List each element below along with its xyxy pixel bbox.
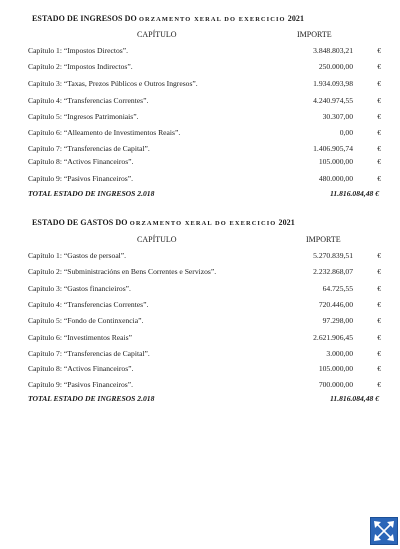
- row-currency: €: [377, 144, 381, 153]
- row-amount: 1.934.093,98: [313, 79, 353, 88]
- row-label: Capítulo 9: “Pasivos Financeiros”.: [28, 174, 134, 183]
- row-label: Capítulo 3: “Gastos financieiros”.: [28, 284, 131, 293]
- expand-button[interactable]: [370, 517, 398, 545]
- gastos-title-sc: ORZAMENTO XERAL DO EXERCICIO: [129, 220, 277, 227]
- ingresos-title-sc: ORZAMENTO XERAL DO EXERCICIO: [138, 16, 286, 23]
- ingresos-total-label: TOTAL ESTADO DE INGRESOS 2.018: [28, 189, 155, 198]
- table-row: [28, 379, 383, 390]
- gastos-title-year: 2021: [278, 218, 295, 227]
- row-amount: 700.000,00: [318, 380, 353, 389]
- row-currency: €: [377, 349, 381, 358]
- ingresos-total-row: [28, 188, 383, 199]
- row-amount: 480.000,00: [318, 174, 353, 183]
- row-label: Capítulo 9: “Pasivos Financeiros”.: [28, 380, 134, 389]
- row-label: Capítulo 1: “Impostos Directos”.: [28, 46, 128, 55]
- table-row: [28, 250, 383, 261]
- table-row: [28, 363, 383, 374]
- row-amount: 97.298,00: [322, 316, 353, 325]
- ingresos-title-prefix: ESTADO DE INGRESOS DO: [32, 14, 137, 23]
- row-currency: €: [377, 62, 381, 71]
- table-row: [28, 61, 383, 72]
- gastos-title: [32, 218, 295, 227]
- row-amount: 2.621.906,45: [313, 333, 353, 342]
- table-row: [28, 332, 383, 343]
- ingresos-title-year: 2021: [287, 14, 305, 23]
- row-currency: €: [377, 380, 381, 389]
- row-label: Capítulo 8: “Activos Financeiros”.: [28, 364, 134, 373]
- row-label: Capítulo 4: “Transferencias Correntes”.: [28, 300, 149, 309]
- row-label: Capítulo 8: “Activos Financeiros”.: [28, 157, 134, 166]
- row-currency: €: [377, 112, 381, 121]
- row-amount: 30.307,00: [322, 112, 353, 121]
- row-currency: €: [377, 96, 381, 105]
- row-amount: 64.725,55: [322, 284, 353, 293]
- row-label: Capítulo 7: “Transferencias de Capital”.: [28, 349, 150, 358]
- row-label: Capítulo 7: “Transferencias de Capital”.: [28, 144, 150, 153]
- ingresos-title: [32, 14, 304, 23]
- row-currency: €: [377, 79, 381, 88]
- ingresos-col-amount: IMPORTE: [297, 30, 332, 39]
- table-row: [28, 315, 383, 326]
- row-label: Capítulo 2: “Subministracións en Bens Correntes e Servizos”.: [28, 267, 217, 276]
- row-amount: 0,00: [339, 128, 353, 137]
- row-currency: €: [377, 174, 381, 183]
- row-amount: 2.232.868,07: [313, 267, 353, 276]
- table-row: [28, 111, 383, 122]
- row-label: Capítulo 2: “Impostos Indirectos”.: [28, 62, 133, 71]
- table-row: [28, 127, 383, 138]
- ingresos-col-chapter: CAPÍTULO: [137, 30, 177, 39]
- row-amount: 3.000,00: [326, 349, 353, 358]
- row-amount: 105.000,00: [318, 157, 353, 166]
- table-row: [28, 283, 383, 294]
- table-row: [28, 266, 383, 277]
- row-currency: €: [377, 267, 381, 276]
- table-row: [28, 348, 383, 359]
- gastos-col-amount: IMPORTE: [306, 235, 341, 244]
- row-currency: €: [377, 251, 381, 260]
- table-row: [28, 45, 383, 56]
- gastos-total-amount: 11.816.084,48 €: [330, 394, 379, 403]
- row-label: Capítulo 5: “Ingresos Patrimoniais”.: [28, 112, 139, 121]
- table-row: [28, 299, 383, 310]
- row-amount: 3.848.803,21: [313, 46, 353, 55]
- row-label: Capítulo 6: “Alleamento de Investimentos Reais”.: [28, 128, 181, 137]
- row-currency: €: [377, 364, 381, 373]
- row-currency: €: [377, 333, 381, 342]
- row-label: Capítulo 1: “Gastos de persoal”.: [28, 251, 127, 260]
- row-currency: €: [377, 284, 381, 293]
- row-amount: 1.406.905,74: [313, 144, 353, 153]
- ingresos-total-amount: 11.816.084,48 €: [330, 189, 379, 198]
- table-row: [28, 173, 383, 184]
- row-label: Capítulo 4: “Transferencias Correntes”.: [28, 96, 149, 105]
- row-amount: 4.240.974,55: [313, 96, 353, 105]
- table-row: [28, 156, 383, 167]
- row-label: Capítulo 6: “Investimentos Reais”: [28, 333, 132, 342]
- row-label: Capítulo 5: “Fondo de Continxencia”.: [28, 316, 144, 325]
- row-amount: 5.270.839,51: [313, 251, 353, 260]
- gastos-total-row: [28, 393, 383, 404]
- gastos-col-chapter: CAPÍTULO: [137, 235, 177, 244]
- row-currency: €: [377, 46, 381, 55]
- gastos-total-label: TOTAL ESTADO DE INGRESOS 2.018: [28, 394, 155, 403]
- row-label: Capítulo 3: “Taxas, Prezos Públicos e Outros Ingresos”.: [28, 79, 198, 88]
- table-row: [28, 78, 383, 89]
- expand-arrows-icon: [371, 518, 397, 544]
- gastos-title-prefix: ESTADO DE GASTOS DO: [32, 218, 128, 227]
- row-amount: 105.000,00: [318, 364, 353, 373]
- row-currency: €: [377, 316, 381, 325]
- table-row: [28, 95, 383, 106]
- table-row: [28, 143, 383, 154]
- row-currency: €: [377, 300, 381, 309]
- row-currency: €: [377, 157, 381, 166]
- row-currency: €: [377, 128, 381, 137]
- row-amount: 720.446,00: [318, 300, 353, 309]
- row-amount: 250.000,00: [318, 62, 353, 71]
